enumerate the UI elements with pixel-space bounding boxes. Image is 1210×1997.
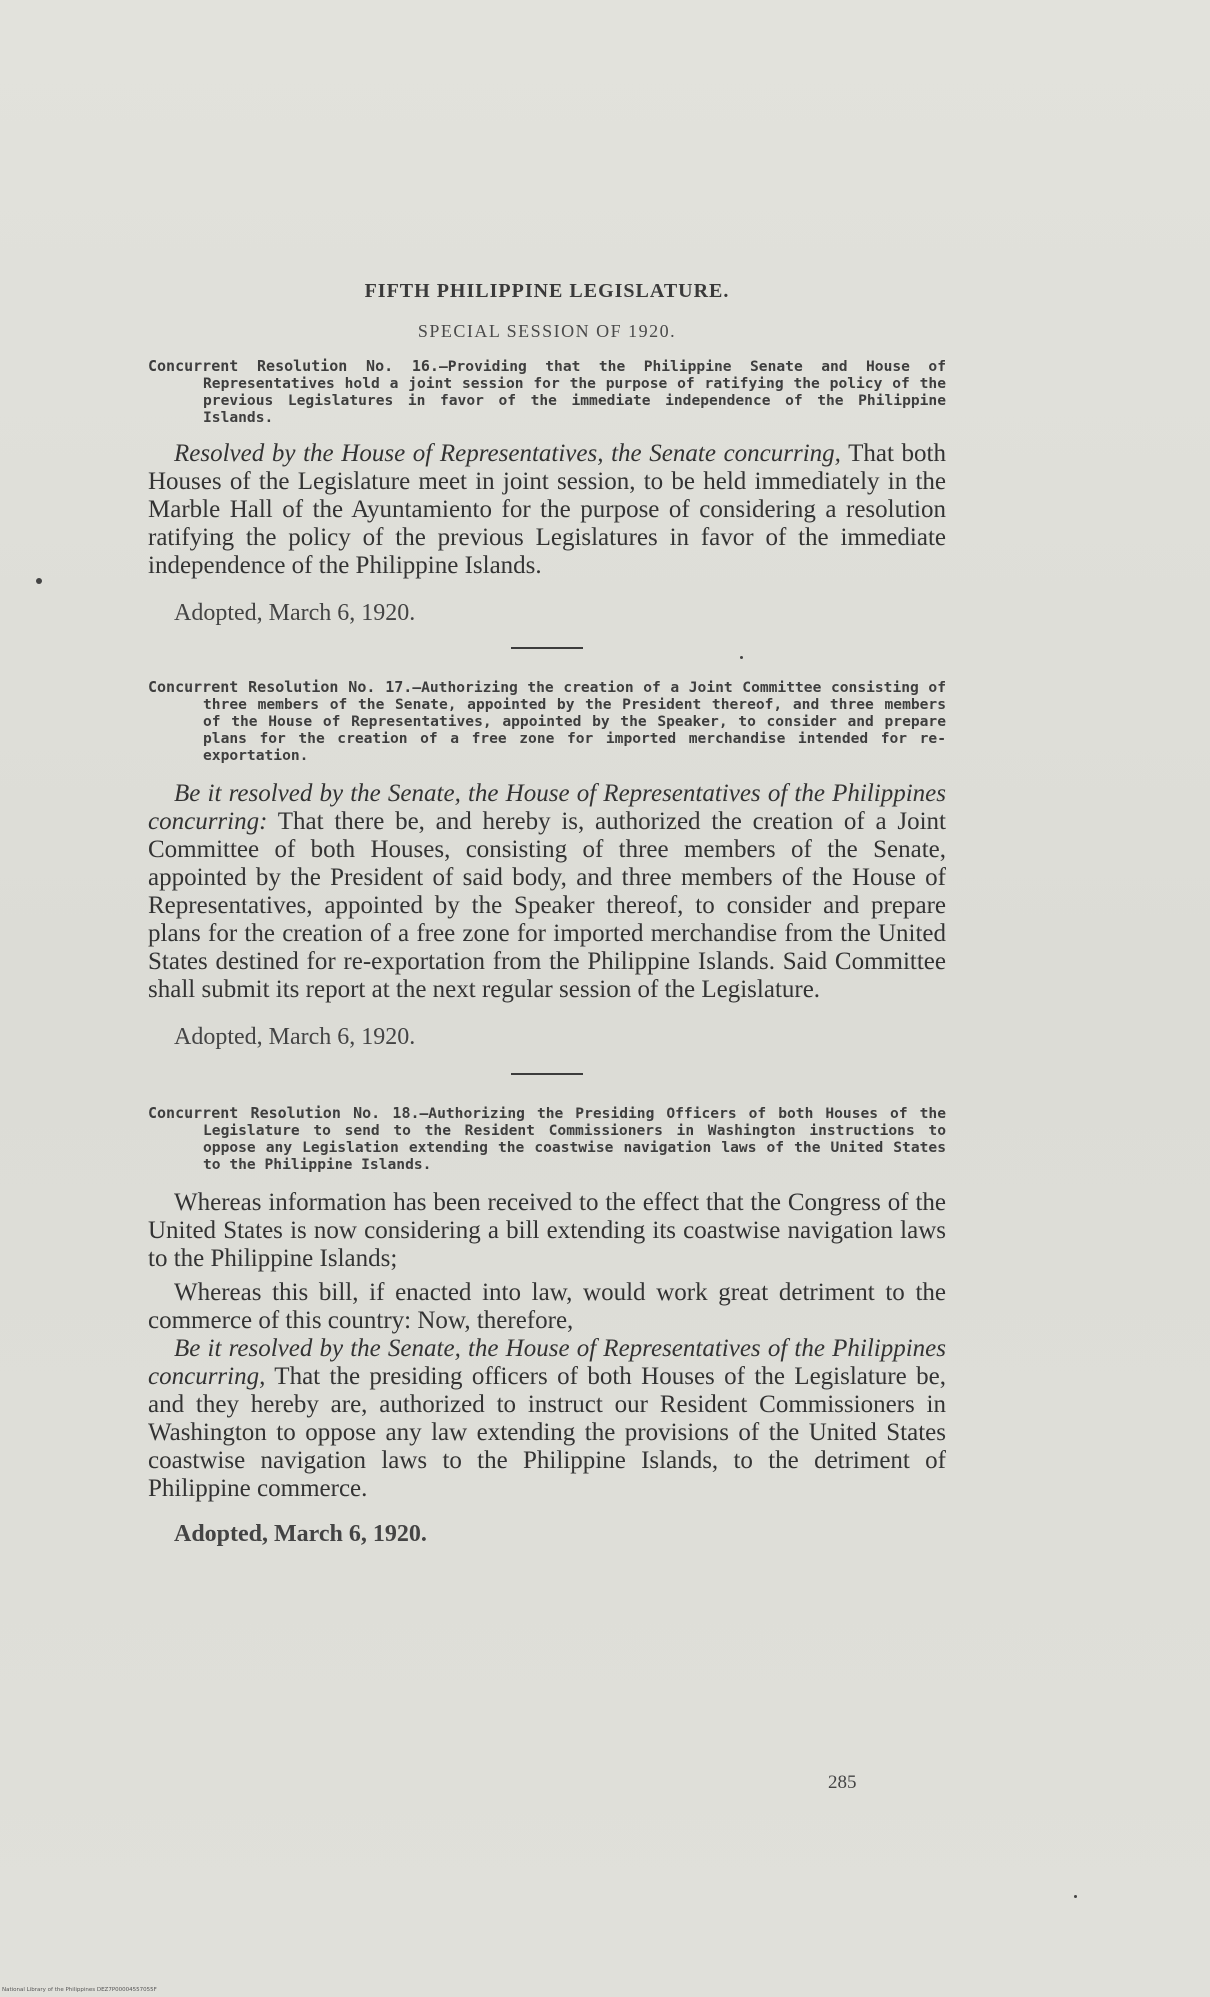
resolving-clause: Be it resolved by the Senate, the House of Representatives of the Philippines concurring: <box>148 780 946 835</box>
resolution-text: That both Houses of the Legislature meet in joint session, to be held immediately in the Marble Hall of the Ayuntamiento for the purpose of considering a resolution ratifying the policy of the previous Legislatures in favor of the immediate independence of the Philippine Islands. <box>148 440 947 579</box>
whereas-text: Whereas this bill, if enacted into law, would work great detriment to the commerce of this country: Now, therefore, <box>148 1279 946 1334</box>
resolution-number: Concurrent Resolution No. 18. <box>148 1104 420 1122</box>
resolution-18 <box>148 1105 946 1548</box>
whereas-clause <box>148 1189 946 1273</box>
resolution-text: That there be, and hereby is, authorized the creation of a Joint Committee of both Houses, consisting of three members of the Senate, appointed by the President of said body, and three members of the House of Representatives, appointed by the Speaker thereof, to consider and prepare plans for the creation of a free zone for imported merchandise from the United States destined for re-exportation from the Philippine Islands. Said Committee shall submit its report at the next regular session of the Legislature. <box>148 808 946 1003</box>
resolution-summary: —Providing that the Philippine Senate and House of Representatives hold a joint session for the purpose of ratifying the policy of the previous Legislatures in favor of the immediate independence of the Philippine Islands. <box>203 358 946 426</box>
section-divider <box>511 647 583 649</box>
resolution-body <box>148 440 946 580</box>
adopted-date: Adopted, March 6, 1920. <box>174 1521 427 1547</box>
resolution-body <box>148 1335 946 1503</box>
resolution-number: Concurrent Resolution No. 16. <box>148 357 439 375</box>
resolution-number: Concurrent Resolution No. 17. <box>148 678 413 696</box>
resolution-17 <box>148 679 946 1051</box>
whereas-clause <box>148 1279 946 1335</box>
resolution-body <box>148 780 946 1004</box>
resolution-caption <box>148 1105 946 1173</box>
resolution-summary: —Authorizing the creation of a Joint Committee consisting of three members of the Senate, appointed by the President thereof, and three members of the House of Representatives, appointed by the Speaker, to consider and prepare plans for the creation of a free zone for imported merchandise intended for re-exportation. <box>203 679 946 764</box>
resolution-caption <box>148 679 946 764</box>
resolving-clause: Resolved by the House of Representatives, the Senate concurring, <box>174 440 841 467</box>
resolving-clause: Be it resolved by the Senate, the House of Representatives of the Philippines concurring, <box>148 1335 946 1390</box>
adopted-date: Adopted, March 6, 1920. <box>174 1024 416 1050</box>
resolution-16 <box>148 358 946 627</box>
resolution-summary: —Authorizing the Presiding Officers of both Houses of the Legislature to send to the Resident Commissioners in Washington instructions to oppose any Legislation extending the coastwise navigation laws of the United States to the Philippine Islands. <box>203 1105 946 1173</box>
session-subheading: SPECIAL SESSION OF 1920. <box>417 321 677 341</box>
resolution-caption <box>148 358 946 426</box>
adopted-date: Adopted, March 6, 1920. <box>174 600 416 626</box>
print-speck <box>36 578 42 584</box>
scan-footer-note: National Library of the Philippines DEZ7P00004557055F <box>2 1987 157 1993</box>
section-divider <box>511 1073 583 1075</box>
text-column <box>148 280 946 1548</box>
page-number: 285 <box>828 1772 857 1793</box>
whereas-text: Whereas information has been received to the effect that the Congress of the United States is now considering a bill extending its coastwise navigation laws to the Philippine Islands; <box>148 1189 946 1272</box>
print-speck <box>1074 1895 1077 1898</box>
legislature-heading: FIFTH PHILIPPINE LEGISLATURE. <box>364 280 730 302</box>
print-speck <box>740 656 743 659</box>
resolution-text: That the presiding officers of both Houses of the Legislature be, and they hereby are, authorized to instruct our Resident Commissioners in Washington to oppose any law extending the provisions of the United States coastwise navigation laws to the Philippine Islands, to the detriment of Philippine commerce. <box>148 1363 946 1502</box>
